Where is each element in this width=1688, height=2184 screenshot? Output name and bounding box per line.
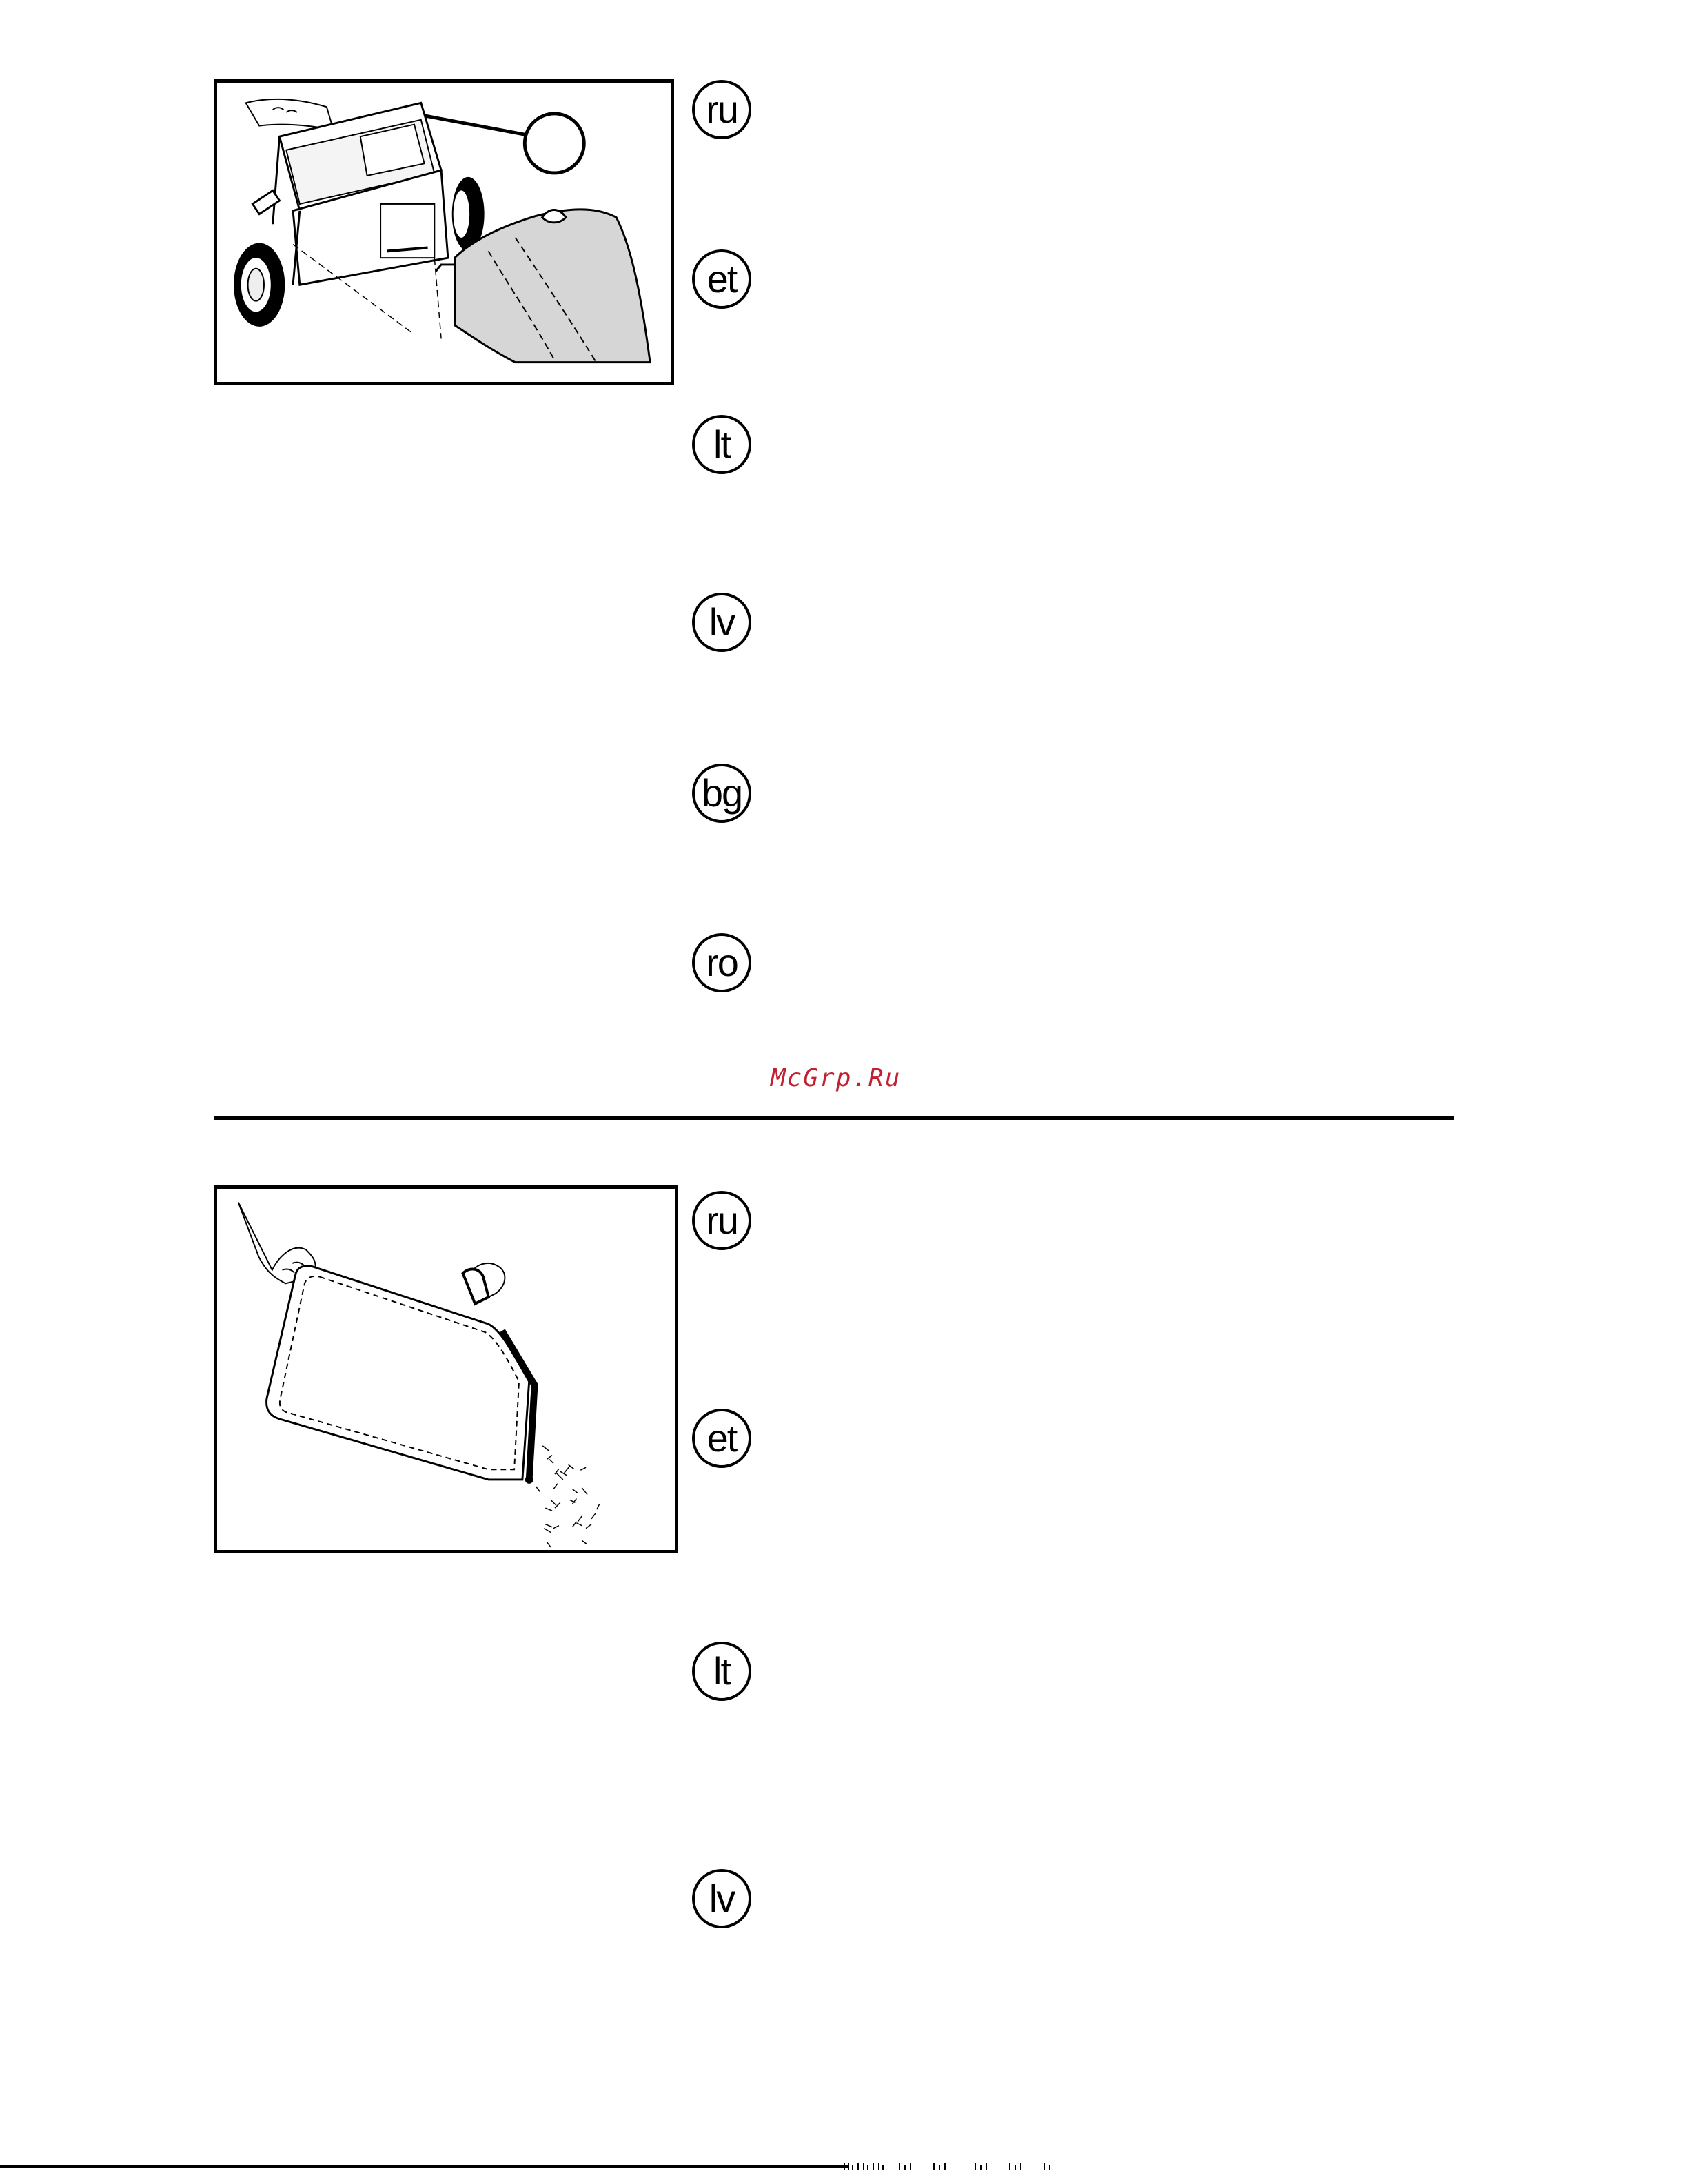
- footer-barcode-mark: [837, 2162, 1065, 2172]
- language-badge-lv: lv: [692, 593, 751, 652]
- language-badge-et: et: [692, 1409, 751, 1468]
- spreader-bag-illustration: [217, 83, 671, 382]
- figure-2-bag-emptying: [214, 1185, 678, 1553]
- footer-rule: [0, 2165, 848, 2168]
- language-badge-lt: lt: [692, 415, 751, 474]
- language-badge-bg: bg: [692, 764, 751, 823]
- section-divider: [214, 1116, 1454, 1120]
- language-badge-lv: lv: [692, 1869, 751, 1928]
- callout-circle: [525, 114, 584, 173]
- language-badge-et: et: [692, 249, 751, 309]
- language-badge-lt: lt: [692, 1642, 751, 1701]
- language-badge-ru: ru: [692, 1191, 751, 1250]
- figure-1-bag-attachment: [214, 79, 674, 385]
- watermark-text: McGrp.Ru: [771, 1064, 902, 1092]
- language-badge-ro: ro: [692, 933, 751, 992]
- emptying-bag-illustration: [217, 1189, 675, 1550]
- language-badge-ru: ru: [692, 80, 751, 139]
